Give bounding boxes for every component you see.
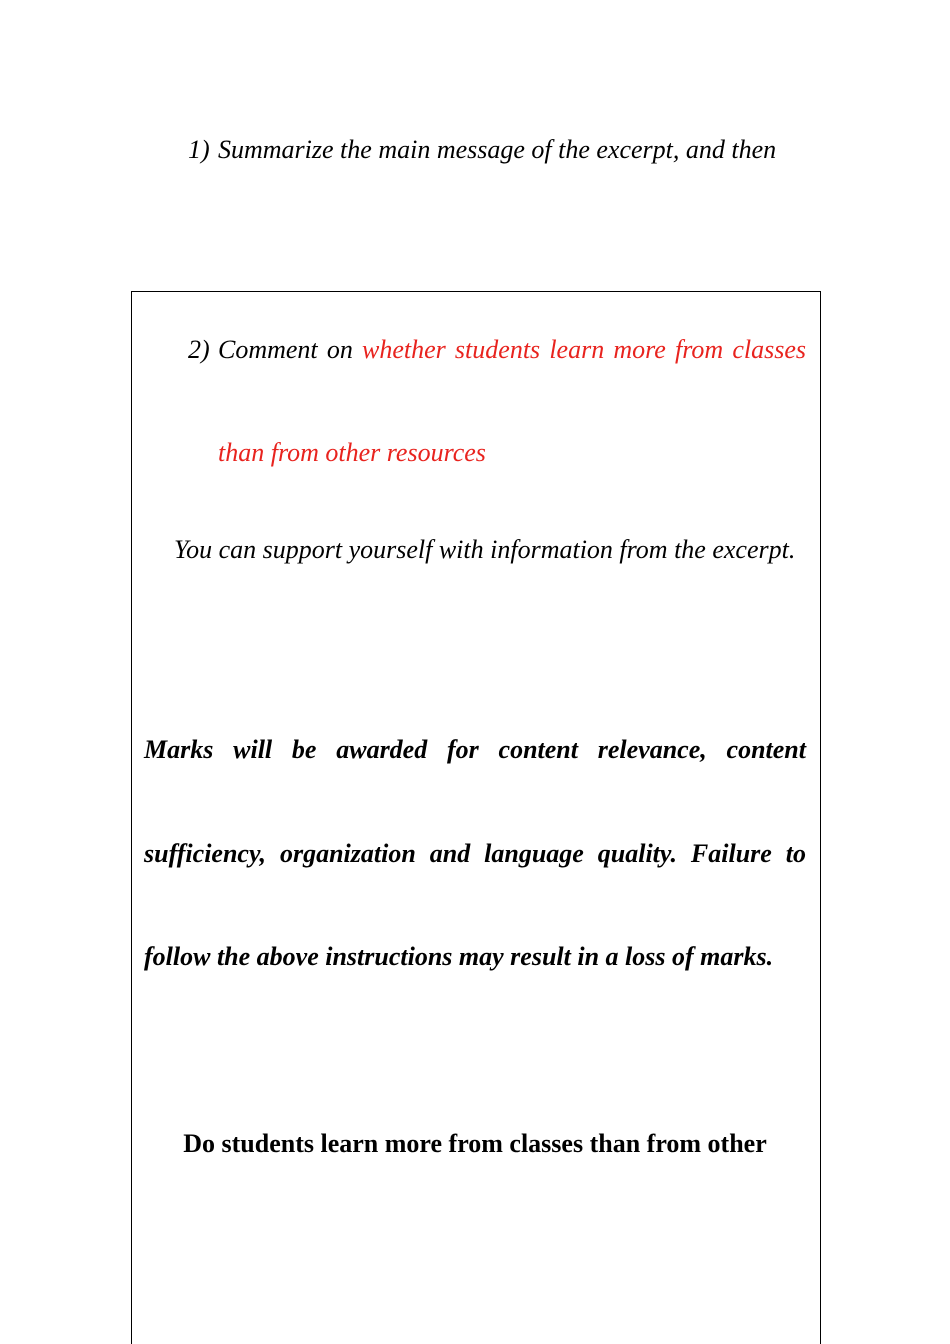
instruction-item-1 — [188, 98, 806, 201]
instruction-number-1: 1) — [188, 135, 210, 164]
marks-note: Marks will be awarded for content relevance, content sufficiency, organization and language quality. Failure to follow the above instructions may result in a loss of marks. — [144, 735, 806, 971]
instruction-text-2-plain: Comment on — [218, 335, 353, 364]
support-note: You can support yourself with information from the excerpt. — [174, 535, 796, 564]
instruction-item-2 — [188, 298, 806, 504]
instruction-text-1: Summarize the main message of the excerpt, and then — [218, 135, 777, 164]
instruction-text-2-highlight: whether students learn more from classes than from other resources — [218, 335, 806, 467]
instruction-number-2: 2) — [188, 335, 210, 364]
essay-title: Do students learn more from classes than from other — [183, 1129, 767, 1158]
instruction-text-2 — [218, 298, 806, 504]
